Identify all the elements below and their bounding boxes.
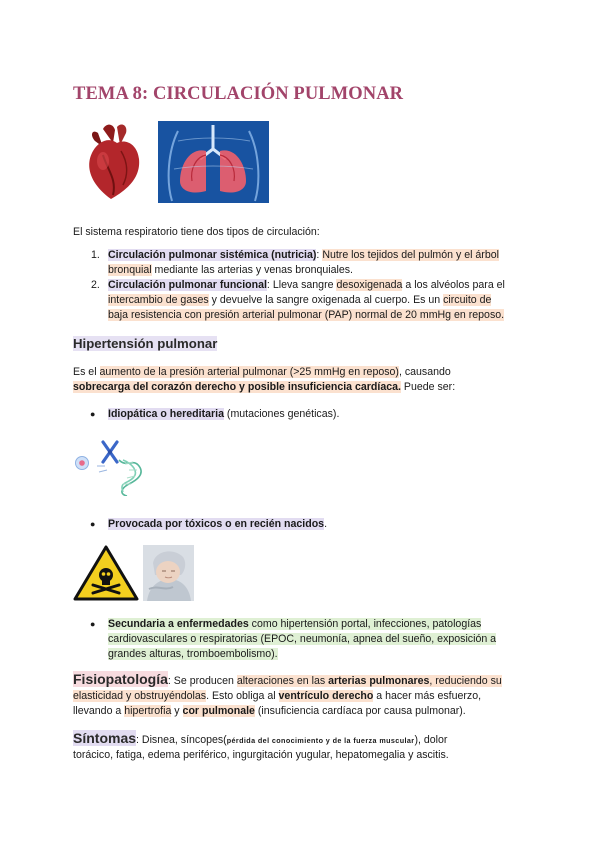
page-title: TEMA 8: CIRCULACIÓN PULMONAR <box>73 84 404 104</box>
bullet-icon: ● <box>90 619 96 629</box>
text: torácico, fatiga, edema periférico, ingurgitación yugular, hepatomegalia y ascitis. <box>73 749 449 761</box>
hipertension-paragraph <box>73 365 543 395</box>
bullet-text: . <box>324 518 328 530</box>
section-heading-sintomas: Síntomas <box>73 730 137 746</box>
bullet-icon: ● <box>90 409 96 419</box>
colon: : <box>167 675 171 687</box>
text: a hacer más esfuerzo, <box>373 690 482 702</box>
highlight-bold: cor pulmonale <box>182 705 255 717</box>
highlight-text: Nutre los tejidos del pulmón y el árbol <box>322 249 499 261</box>
highlight-text: elasticidad y obstruyéndolas <box>73 690 207 702</box>
text: . Esto obliga al <box>206 690 279 702</box>
bullet-bold: Secundaria a enfermedades <box>108 618 249 630</box>
toxic-warning-sign <box>73 545 139 601</box>
sintomas-paragraph <box>73 731 543 763</box>
highlight-text: , reduciendo su <box>429 675 502 687</box>
highlight-text: intercambio de gases <box>108 294 209 306</box>
highlight-text: baja resistencia con presión arterial pulmonar (PAP) normal de 20 mmHg en reposo. <box>108 309 505 321</box>
bullet-item <box>90 517 328 532</box>
lungs-image <box>158 121 269 203</box>
small-bold-text: pérdida del conocimiento y de la fuerza muscular <box>226 736 415 745</box>
text: Se producen <box>170 675 237 687</box>
text: Disnea, síncopes( <box>138 734 227 746</box>
list-text: mediante las arterias y venas bronquiales. <box>154 264 353 276</box>
bullet-text: (mutaciones genéticas). <box>223 408 340 420</box>
list-text: y devuelve la sangre oxigenada al cuerpo. Es un <box>211 294 441 306</box>
highlight-text: alteraciones en las <box>236 675 329 687</box>
list-text: Lleva sangre <box>272 279 334 291</box>
list-number: 1. <box>91 249 100 261</box>
dna-image <box>73 438 153 496</box>
list-bold-term: Circulación pulmonar sistémica (nutricia) <box>108 249 317 261</box>
text: y <box>171 705 183 717</box>
list-bold-term: Circulación pulmonar funcional <box>108 279 267 291</box>
list-item <box>91 248 528 278</box>
bullet-icon: ● <box>90 519 96 529</box>
list-number: 2. <box>91 279 100 291</box>
text: Puede ser: <box>400 381 456 393</box>
highlight-bold: arterias pulmonares <box>328 675 430 687</box>
highlight-text: grandes alturas, tromboembolismo). <box>108 648 278 660</box>
heading-text: Hipertensión pulmonar <box>73 336 218 351</box>
highlight-text: desoxigenada <box>336 279 403 291</box>
text: llevando a <box>73 705 125 717</box>
list-item <box>91 278 538 323</box>
fisiopatologia-paragraph <box>73 672 543 719</box>
text: , causando <box>398 366 451 378</box>
highlight-text: hipertrofia <box>124 705 172 717</box>
bullet-item <box>90 407 340 422</box>
text: (insuficiencia cardíaca por causa pulmonar). <box>254 705 466 717</box>
heart-image <box>73 121 155 203</box>
highlight-bold: ventrículo derecho <box>278 690 374 702</box>
highlight-text: como hipertensión portal, infecciones, patologías <box>248 618 482 630</box>
intro-text: El sistema respiratorio tiene dos tipos de circulación: <box>73 226 320 238</box>
list-text: a los alvéolos para el <box>405 279 505 291</box>
section-heading-hipertension <box>73 336 217 351</box>
text: ), dolor <box>414 734 448 746</box>
highlight-text: aumento de la presión arterial pulmonar (>25 mmHg en reposo) <box>99 366 399 378</box>
highlight-text: cardiovasculares o respiratorias (EPOC, neumonía, apnea del sueño, exposición a <box>108 633 497 645</box>
highlight-text: bronquial <box>108 264 152 276</box>
newborn-baby-image <box>143 545 194 601</box>
bullet-bold: Idiopática o hereditaria <box>108 408 224 420</box>
colon: : <box>266 279 270 291</box>
colon: : <box>136 734 139 746</box>
bullet-item <box>90 617 538 662</box>
text: Es el <box>73 366 97 378</box>
highlight-bold: sobrecarga del corazón derecho y posible insuficiencia cardíaca. <box>73 381 401 393</box>
highlight-text: circuito de <box>443 294 492 306</box>
bullet-bold: Provocada por tóxicos o en recién nacidos <box>108 518 325 530</box>
section-heading-fisiopatologia: Fisiopatología <box>73 671 168 687</box>
colon: : <box>316 249 320 261</box>
